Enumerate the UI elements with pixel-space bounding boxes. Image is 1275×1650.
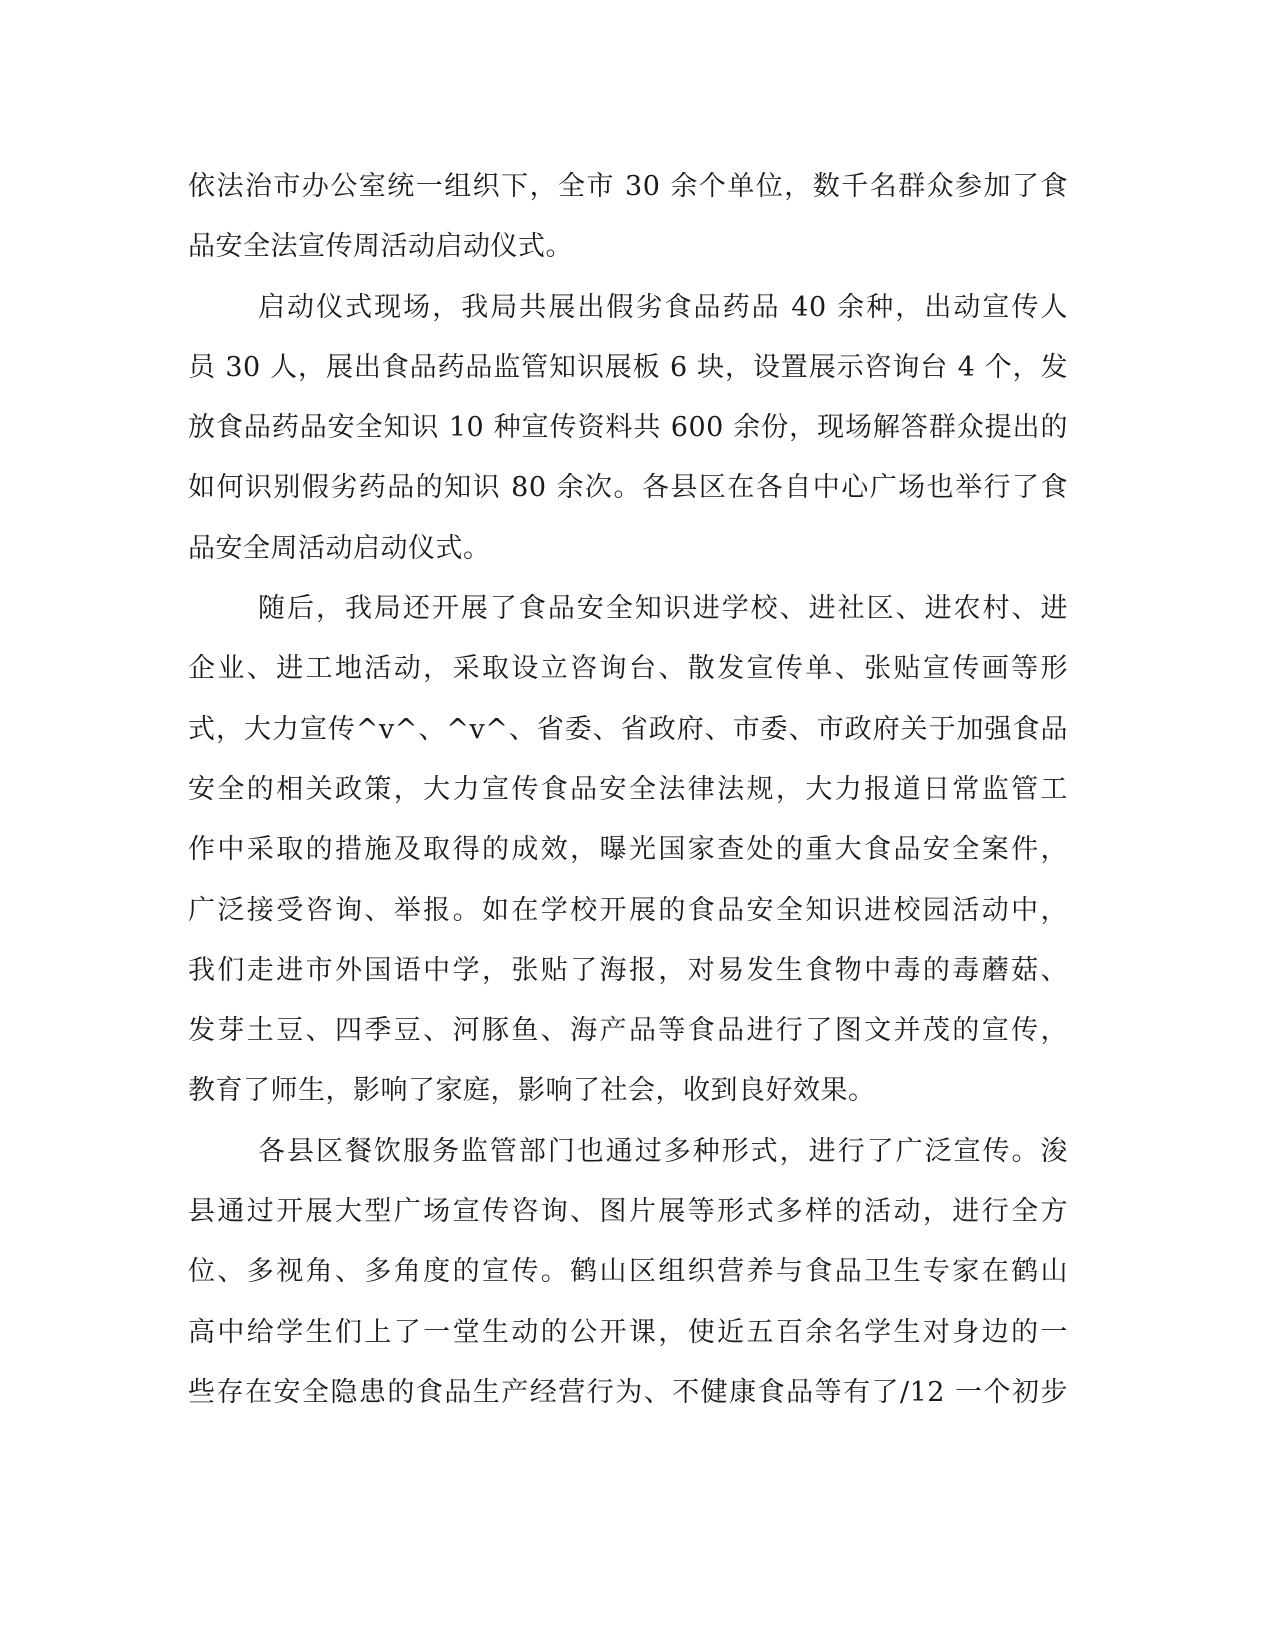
text-line: 我们走进市外国语中学，张贴了海报，对易发生食物中毒的毒蘑菇、: [188, 954, 1068, 986]
text-line: 如何识别假劣药品的知识 80 余次。各县区在各自中心广场也举行了食: [188, 472, 1068, 504]
text-line: 位、多视角、多角度的宣传。鹤山区组织营养与食品卫生专家在鹤山: [188, 1256, 1068, 1288]
document-body: [188, 157, 1068, 1423]
text-line: 依法治市办公室统一组织下，全市 30 余个单位，数千名群众参加了食: [188, 171, 1068, 202]
text-line: 高中给学生们上了一堂生动的公开课，使近五百余名学生对身边的一: [188, 1316, 1068, 1348]
text-line: 品安全法宣传周活动启动仪式。: [188, 231, 573, 263]
text-line: 发芽土豆、四季豆、河豚鱼、海产品等食品进行了图文并茂的宣传，: [188, 1015, 1068, 1047]
text-line: 广泛接受咨询、举报。如在学校开展的食品安全知识进校园活动中，: [188, 894, 1068, 926]
text-line: 企业、进工地活动，采取设立咨询台、散发宣传单、张贴宣传画等形: [188, 653, 1068, 685]
text-line: 县通过开展大型广场宣传咨询、图片展等形式多样的活动，进行全方: [188, 1196, 1068, 1228]
text-line: 教育了师生，影响了家庭，影响了社会，收到良好效果。: [188, 1075, 876, 1107]
text-line: 品安全周活动启动仪式。: [188, 532, 491, 564]
text-line: 启动仪式现场，我局共展出假劣食品药品 40 余种，出动宣传人: [258, 291, 1068, 323]
text-line: 安全的相关政策，大力宣传食品安全法律法规，大力报道日常监管工: [188, 773, 1068, 805]
text-line: 式，大力宣传^v^、^v^、省委、省政府、市委、市政府关于加强食品: [188, 713, 1068, 745]
text-line: 放食品药品安全知识 10 种宣传资料共 600 余份，现场解答群众提出的: [188, 412, 1068, 444]
text-line: 员 30 人，展出食品药品监管知识展板 6 块，设置展示咨询台 4 个，发: [188, 351, 1068, 383]
text-line: 些存在安全隐患的食品生产经营行为、不健康食品等有了/12 一个初步: [188, 1376, 1068, 1408]
text-line: 作中采取的措施及取得的成效，曝光国家查处的重大食品安全案件，: [188, 834, 1068, 866]
text-line: 随后，我局还开展了食品安全知识进学校、进社区、进农村、进: [258, 593, 1068, 625]
text-line: 各县区餐饮服务监管部门也通过多种形式，进行了广泛宣传。浚: [258, 1135, 1068, 1167]
